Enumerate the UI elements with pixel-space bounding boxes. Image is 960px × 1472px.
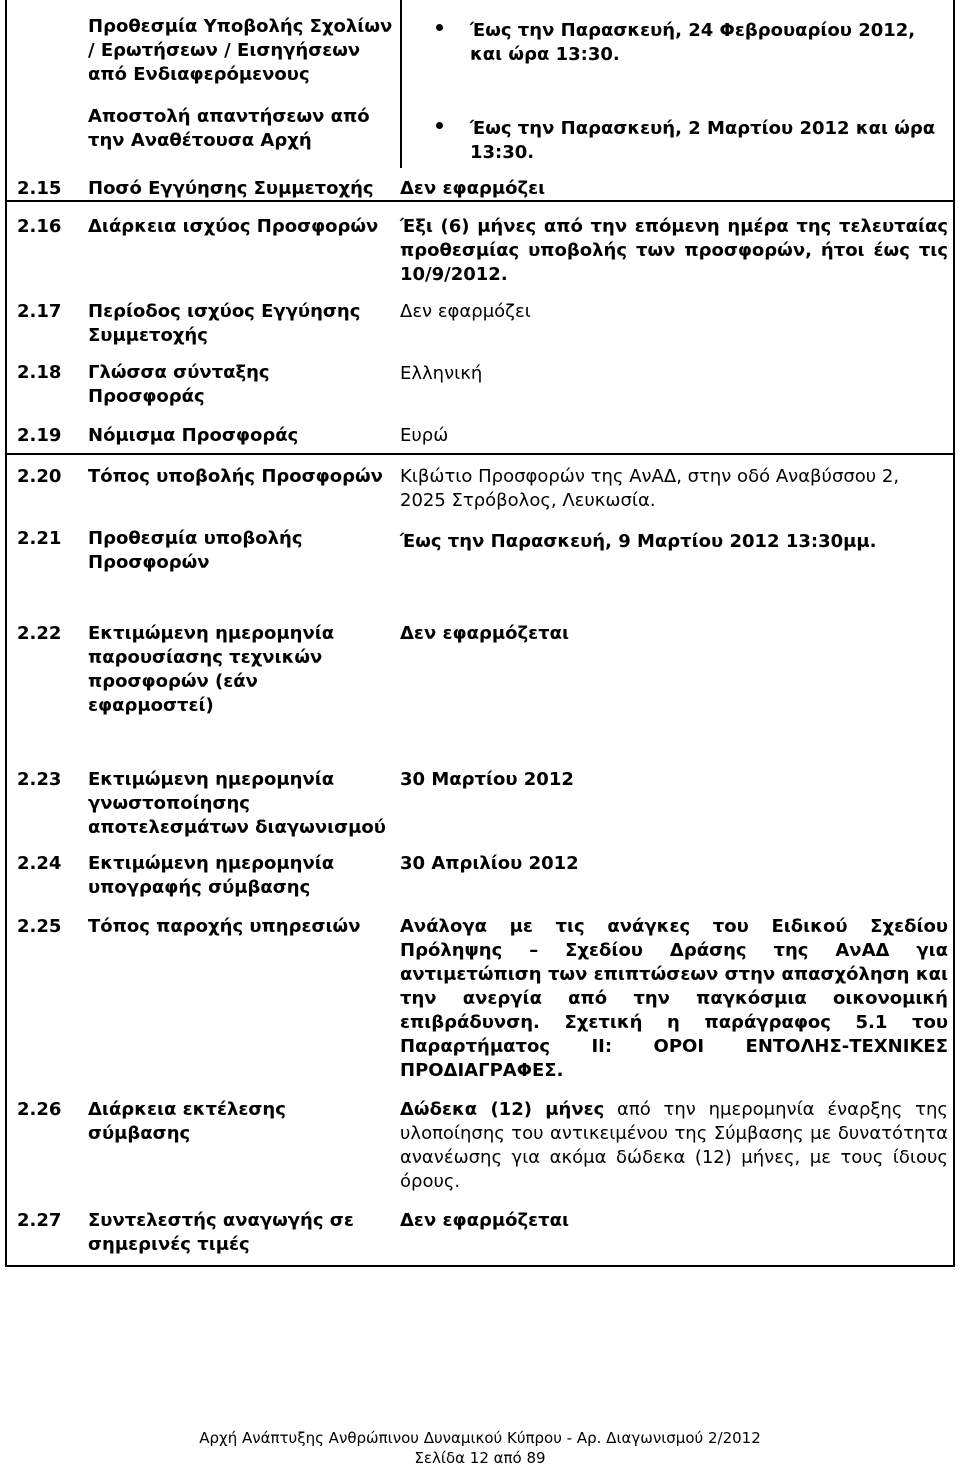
table-right-border: [953, 0, 955, 1267]
row-number: 2.23: [17, 769, 62, 790]
row-value: Δεν εφαρμόζεται: [400, 623, 569, 644]
row-label: Εκτιμώμενη ημερομηνία παρουσίασης τεχνικών προσφορών (εάν εφαρμοστεί): [88, 623, 335, 716]
top-block-divider: [400, 0, 402, 168]
row-number: 2.25: [17, 916, 62, 937]
answers-label: Αποστολή απαντήσεων από την Αναθέτουσα Αρχή: [88, 106, 370, 151]
row-divider-2-19: [5, 453, 955, 455]
row-label: Γλώσσα σύνταξης Προσφοράς: [88, 362, 270, 407]
row-label: Εκτιμώμενη ημερομηνία γνωστοποίησης αποτελεσμάτων διαγωνισμού: [88, 769, 386, 838]
row-value: Έξι (6) μήνες από την επόμενη ημέρα της τελευταίας προθεσμίας υποβολής των προσφορών, ήτοι έως τις 10/9/2012.: [400, 216, 948, 285]
bullet-icon: [436, 122, 443, 129]
row-value: 30 Απριλίου 2012: [400, 853, 579, 874]
row-number: 2.27: [17, 1210, 62, 1231]
row-value: [400, 1098, 948, 1194]
row-number: 2.26: [17, 1099, 62, 1120]
row-label: Συντελεστής αναγωγής σε σημερινές τιμές: [88, 1210, 354, 1255]
answers-value: Έως την Παρασκευή, 2 Μαρτίου 2012 και ώρα 13:30.: [470, 118, 936, 163]
row-number: 2.15: [17, 178, 62, 199]
row-number: 2.21: [17, 528, 62, 549]
deadline-questions-label: Προθεσμία Υποβολής Σχολίων / Ερωτήσεων / Εισηγήσεων από Ενδιαφερόμενους: [88, 16, 393, 85]
row-number: 2.20: [17, 466, 62, 487]
bullet-icon: [436, 24, 443, 31]
row-value: Έως την Παρασκευή, 9 Μαρτίου 2012 13:30μμ.: [400, 531, 877, 552]
row-number: 2.16: [17, 216, 62, 237]
row-value: Ανάλογα με τις ανάγκες του Ειδικού Σχεδίου Πρόληψης – Σχεδίου Δράσης της ΑνΑΔ για αντιμετώπιση των επιπτώσεων στην απασχόληση και την ανεργία από την παγκόσμια οικονομική επιβράδυνση. Σχετική η παράγραφος 5.1 του Παραρτήματος ΙΙ: ΟΡΟΙ ΕΝΤΟΛΗΣ-ΤΕΧΝΙΚΕΣ ΠΡΟΔΙΑΓΡΑΦΕΣ.: [400, 916, 948, 1081]
row-label: Περίοδος ισχύος Εγγύησης Συμμετοχής: [88, 301, 361, 346]
table-left-border: [5, 0, 7, 1267]
row-label: Εκτιμώμενη ημερομηνία υπογραφής σύμβασης: [88, 853, 335, 898]
row-label: Τόπος παροχής υπηρεσιών: [88, 916, 361, 937]
row-number: 2.24: [17, 853, 62, 874]
row-label: Ποσό Εγγύησης Συμμετοχής: [88, 178, 374, 199]
row-value: Δεν εφαρμόζει: [400, 301, 531, 322]
row-value: Δεν εφαρμόζεται: [400, 1210, 569, 1231]
row-label: Τόπος υποβολής Προσφορών: [88, 466, 383, 487]
row-value-emphasis: Δώδεκα (12) μήνες: [400, 1099, 605, 1120]
row-label: Διάρκεια ισχύος Προσφορών: [88, 216, 379, 237]
row-label: Διάρκεια εκτέλεσης σύμβασης: [88, 1099, 286, 1144]
row-number: 2.19: [17, 425, 62, 446]
row-value: 30 Μαρτίου 2012: [400, 769, 574, 790]
row-number: 2.17: [17, 301, 62, 322]
row-value: Ελληνική: [400, 363, 483, 384]
row-value: Ευρώ: [400, 425, 449, 446]
row-value: Κιβώτιο Προσφορών της ΑνΑΔ, στην οδό Αναβύσσου 2, 2025 Στρόβολος, Λευκωσία.: [400, 466, 900, 511]
row-value-rest: από την ημερομηνία έναρξης της υλοποίησης του αντικειμένου της Σύμβασης με δυνατότητα ανανέωσης για ακόμα δώδεκα (12) μήνες, με τους ίδιους όρους.: [400, 1099, 948, 1192]
row-label: Προθεσμία υποβολής Προσφορών: [88, 528, 303, 573]
table-bottom-border: [5, 1265, 955, 1267]
row-number: 2.18: [17, 362, 62, 383]
footer-page-number: Σελίδα 12 από 89: [414, 1449, 546, 1467]
row-value: Δεν εφαρμόζει: [400, 178, 546, 199]
row-number: 2.22: [17, 623, 62, 644]
deadline-questions-value: Έως την Παρασκευή, 24 Φεβρουαρίου 2012, και ώρα 13:30.: [470, 20, 916, 65]
row-label: Νόμισμα Προσφοράς: [88, 425, 299, 446]
footer-organization: Αρχή Ανάπτυξης Ανθρώπινου Δυναμικού Κύπρου - Αρ. Διαγωνισμού 2/2012: [199, 1429, 761, 1447]
